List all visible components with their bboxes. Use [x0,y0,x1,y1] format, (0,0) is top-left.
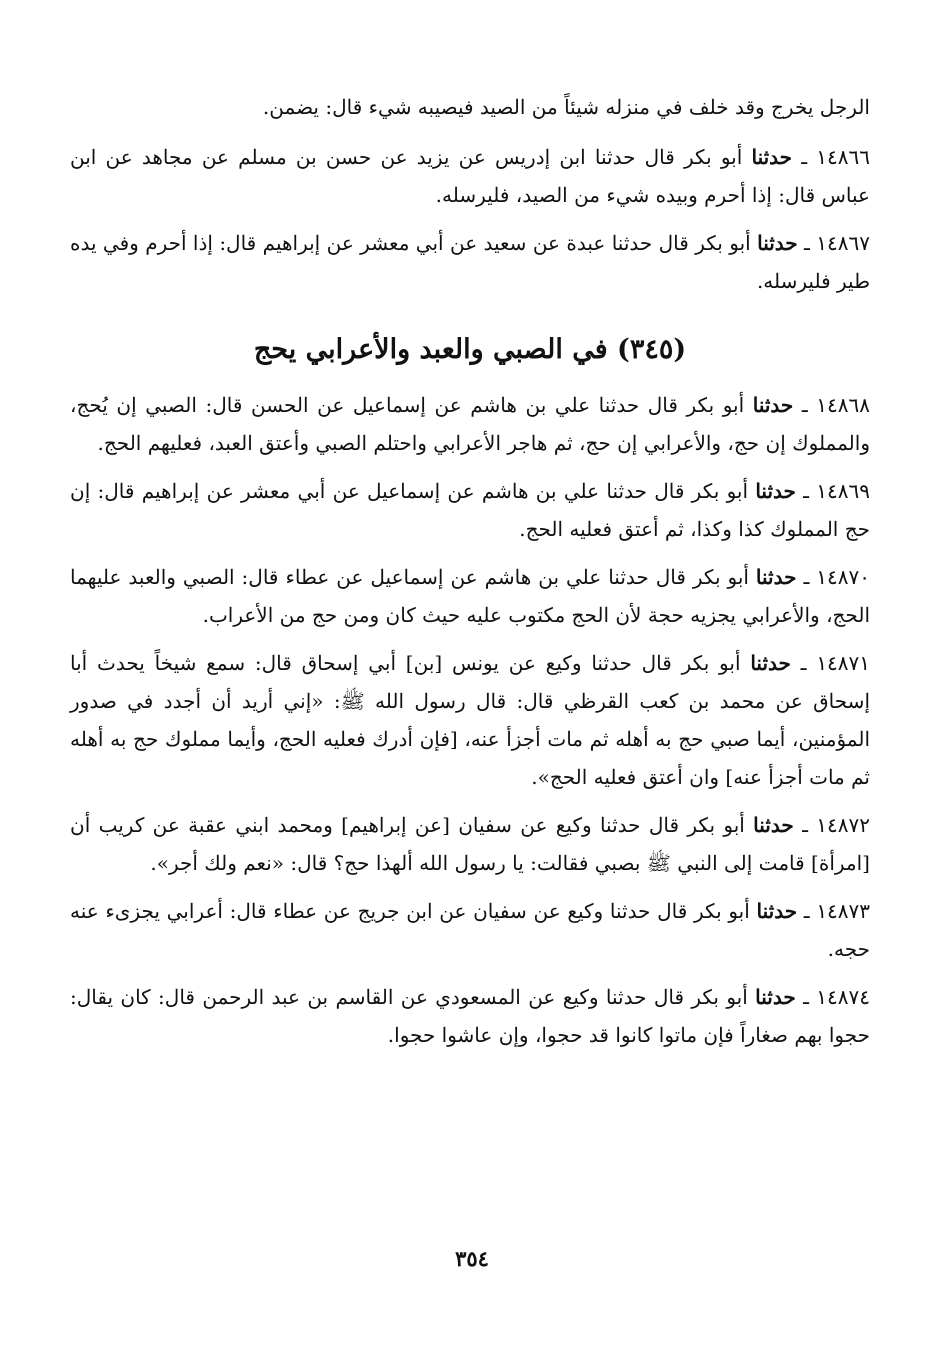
entry-number: ١٤٨٦٩ [816,479,871,503]
hadith-entry-14868: ١٤٨٦٨ ـ حدثنا أبو بكر قال حدثنا علي بن هاشم عن إسماعيل عن الحسن قال: الصبي إن يُحج، والمملوك إن حج، والأعرابي إن حج، ثم هاجر الأعرابي واحتلم الصبي وأعتق العبد، فعليهم الحج. [70,393,870,455]
entry-lead: حدثنا [753,813,794,837]
entry-text: أبو بكر قال حدثنا وكيع عن سفيان [عن إبراهيم] ومحمد ابني عقبة عن كريب أن [امرأة] قامت إلى النبي ﷺ بصبي فقالت: يا رسول الله ألهذا حج؟ قال: «نعم ولك أجر». [70,813,870,875]
hadith-entry-14873: ١٤٨٧٣ ـ حدثنا أبو بكر قال حدثنا وكيع عن سفيان عن ابن جريج عن عطاء قال: أعرابي يجزىء عنه حجه. [70,899,871,961]
entry-text: أبو بكر قال حدثنا علي بن هاشم عن إسماعيل عن عطاء قال: الصبي والعبد عليهما الحج، والأعرابي يجزيه حجة لأن الحج مكتوب عليه حيث كان ومن حج من الأعراب. [70,565,870,627]
entry-lead: حدثنا [756,899,798,923]
entry-number: ١٤٨٧٢ [816,813,870,837]
entry-text: أبو بكر قال حدثنا وكيع عن سفيان عن ابن جريج عن عطاء قال: أعرابي يجزىء عنه حجه. [70,899,870,961]
entry-number: ١٤٨٧٤ [816,985,871,1009]
hadith-entry-14871: ١٤٨٧١ ـ حدثنا أبو بكر قال حدثنا وكيع عن يونس [بن] أبي إسحاق قال: سمع شيخاً يحدث أبا إسحاق عن محمد بن كعب القرظي قال: قال رسول الله ﷺ: «إني أريد أن أجدد في صدور المؤمنين، أيما صبي حج به أهله ثم مات أجزأ عنه، [فإن أدرك فعليه الحج، وأيما مملوك حج به أهله ثم مات أجزأ عنه] وان أعتق فعليه الحج». [70,651,871,789]
entry-lead: حدثنا [755,479,796,503]
entry-lead: حدثنا [750,651,791,675]
hadith-entry-14870: ١٤٨٧٠ ـ حدثنا أبو بكر قال حدثنا علي بن هاشم عن إسماعيل عن عطاء قال: الصبي والعبد عليهما الحج، والأعرابي يجزيه حجة لأن الحج مكتوب عليه حيث كان ومن حج من الأعراب. [70,565,870,627]
entry-text: أبو بكر قال حدثنا وكيع عن المسعودي عن القاسم بن عبد الرحمن قال: كان يقال: حجوا بهم صغاراً فإن ماتوا كانوا قد حجوا، وإن عاشوا حجوا. [70,985,870,1047]
entry-lead: حدثنا [755,985,796,1009]
continuation-paragraph [70,88,870,126]
entry-number: ١٤٨٧٠ [816,565,870,589]
entry-number: ١٤٨٧١ [816,651,871,675]
entry-number: ١٤٨٧٣ [816,899,871,923]
entry-lead: حدثنا [752,393,794,417]
chapter-heading: (٣٤٥) في الصبي والعبد والأعرابي يحج [253,334,687,365]
entry-text: أبو بكر قال حدثنا علي بن هاشم عن إسماعيل عن الحسن قال: الصبي إن يُحج، والمملوك إن حج، والأعرابي إن حج، ثم هاجر الأعرابي واحتلم الصبي وأعتق العبد، فعليهم الحج. [70,393,870,455]
entry-text: أبو بكر قال حدثنا عبدة عن سعيد عن أبي معشر عن إبراهيم قال: إذا أحرم وفي يده طير فليرسله. [70,231,870,293]
entry-number: ١٤٨٦٨ [816,393,870,417]
hadith-entry-14869: ١٤٨٦٩ ـ حدثنا أبو بكر قال حدثنا علي بن هاشم عن إسماعيل عن أبي معشر عن إبراهيم قال: إن حج المملوك كذا وكذا، ثم أعتق فعليه الحج. [70,479,871,541]
entry-lead: حدثنا [755,565,797,589]
entry-text: أبو بكر قال حدثنا علي بن هاشم عن إسماعيل عن أبي معشر عن إبراهيم قال: إن حج المملوك كذا وكذا، ثم أعتق فعليه الحج. [70,479,870,541]
hadith-entry-14874: ١٤٨٧٤ ـ حدثنا أبو بكر قال حدثنا وكيع عن المسعودي عن القاسم بن عبد الرحمن قال: كان يقال: حجوا بهم صغاراً فإن ماتوا كانوا قد حجوا، وإن عاشوا حجوا. [70,985,871,1047]
hadith-entry-14867: ١٤٨٦٧ ـ حدثنا أبو بكر قال حدثنا عبدة عن سعيد عن أبي معشر عن إبراهيم قال: إذا أحرم وفي يده طير فليرسله. [70,231,871,293]
entry-text: أبو بكر قال حدثنا وكيع عن يونس [بن] أبي إسحاق قال: سمع شيخاً يحدث أبا إسحاق عن محمد بن كعب القرظي قال: قال رسول الله ﷺ: «إني أريد أن أجدد في صدور المؤمنين، أيما صبي حج به أهله ثم مات أجزأ عنه، [فإن أدرك فعليه الحج، وأيما مملوك حج به أهله ثم مات أجزأ عنه] وان أعتق فعليه الحج». [70,651,870,789]
entry-number: ١٤٨٦٦ [816,145,870,169]
hadith-entry-14872: ١٤٨٧٢ ـ حدثنا أبو بكر قال حدثنا وكيع عن سفيان [عن إبراهيم] ومحمد ابني عقبة عن كريب أن [امرأة] قامت إلى النبي ﷺ بصبي فقالت: يا رسول الله ألهذا حج؟ قال: «نعم ولك أجر». [70,813,870,875]
entry-text: أبو بكر قال حدثنا ابن إدريس عن يزيد عن حسن بن مسلم عن مجاهد عن ابن عباس قال: إذا أحرم وبيده شيء من الصيد، فليرسله. [70,145,870,207]
entry-lead: حدثنا [751,145,793,169]
entry-number: ١٤٨٦٧ [816,231,871,255]
entry-lead: حدثنا [757,231,798,255]
page-body [70,88,870,1064]
page-number: ٣٥٤ [455,1246,489,1271]
hadith-entry-14866: ١٤٨٦٦ ـ حدثنا أبو بكر قال حدثنا ابن إدريس عن يزيد عن حسن بن مسلم عن مجاهد عن ابن عباس قال: إذا أحرم وبيده شيء من الصيد، فليرسله. [70,145,870,207]
continuation-text: الرجل يخرج وقد خلف في منزله شيئاً من الصيد فيصيبه شيء قال: يضمن. [262,95,870,119]
